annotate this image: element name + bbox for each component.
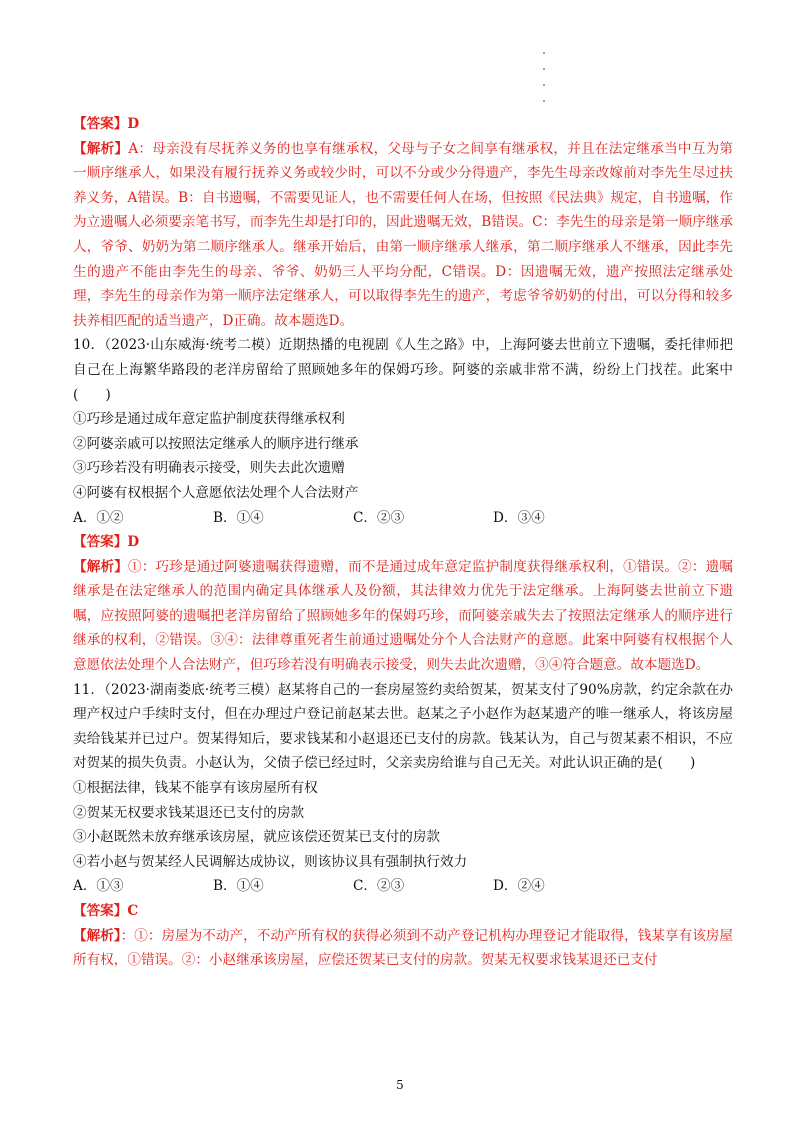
option-d: D．②④ xyxy=(493,878,545,895)
question-10-item-1: ①巧珍是通过成年意定监护制度获得继承权利 xyxy=(73,411,345,428)
answer-line xyxy=(73,899,733,924)
answer-value: D xyxy=(127,116,140,132)
answer-line xyxy=(73,112,733,137)
answer-line xyxy=(73,530,733,555)
analysis-label: 【解析】 xyxy=(73,558,129,575)
option-c: C．②③ xyxy=(353,878,405,895)
analysis-paragraph xyxy=(73,555,733,678)
decorative-dots xyxy=(540,52,550,116)
analysis-paragraph xyxy=(73,924,733,973)
answer-value: D xyxy=(127,534,140,551)
question-11-item-2: ②贺某无权要求钱某退还已支付的房款 xyxy=(73,804,305,821)
answer-label: 【答案】 xyxy=(73,534,128,551)
answer-label: 【答案】 xyxy=(73,116,128,132)
analysis-paragraph xyxy=(73,137,733,334)
page-content xyxy=(73,112,733,973)
option-a: A．①② xyxy=(73,509,124,526)
analysis-text: ①：巧珍是通过阿婆遗嘱获得遗赠，而不是通过成年意定监护制度获得继承权利，①错误。②：遗嘱继承是在法定继承人的范围内确定具体继承人及份额，其法律效力优先于法定继承。上海阿婆去世前立下遗嘱，应按照阿婆的遗嘱把老洋房留给了照顾她多年的保姆巧珍，而阿婆亲戚失去了按照法定继承人的顺序进行继承的权利，②错误。③④：法律尊重死者生前通过遗嘱处分个人合法财产的意愿。此案中阿婆有权根据个人意愿依法处理个人合法财产，但巧珍若没有明确表示接受，则失去此次遗赠，③④符合题意。故本题选D。 xyxy=(73,558,733,674)
question-11-item-3: ③小赵既然未放弃继承该房屋，就应该偿还贺某已支付的房款 xyxy=(73,829,441,846)
option-c: C．②③ xyxy=(353,509,405,526)
page-number: 5 xyxy=(396,1078,404,1092)
answer-label: 【答案】 xyxy=(73,903,128,919)
question-10-stem: 10．（2023·山东威海·统考二模）近期热播的电视剧《人生之路》中，上海阿婆去世前立下遗嘱，委托律师把自己在上海繁华路段的老洋房留给了照顾她多年的保姆巧珍。阿婆的亲戚非常不满，纷纷上门找茬。此案中( ) xyxy=(73,337,733,403)
option-b: B．①④ xyxy=(213,509,264,526)
question-11-item-1: ①根据法律，钱某不能享有该房屋所有权 xyxy=(73,780,318,797)
question-10-item-4: ④阿婆有权根据个人意愿依法处理个人合法财产 xyxy=(73,484,359,501)
analysis-text: ：①：房屋为不动产，不动产所有权的获得必须到不动产登记机构办理登记才能取得，钱某享有该房屋所有权，①错误。②：小赵继承该房屋，应偿还贺某已支付的房款。贺某无权要求钱某退还已支付 xyxy=(73,927,734,969)
analysis-text: A：母亲没有尽抚养义务的也享有继承权，父母与子女之间享有继承权，并且在法定继承当中互为第一顺序继承人，如果没有履行抚养义务或较少时，可以不分或少分得遗产，李先生母亲改嫁前对李先生尽过扶养义务，A错误。B：自书遗嘱，不需要见证人，也不需要任何人在场，但按照《民法典》规定，自书遗嘱，作为立遗嘱人必须要亲笔书写，而李先生却是打印的，因此遗嘱无效，B错误。C：李先生的母亲是第一顺序继承人，爷爷、奶奶为第二顺序继承人。继承开始后，由第一顺序继承人继承，第二顺序继承人不继承，因此李先生的遗产不能由李先生的母亲、爷爷、奶奶三人平均分配，C错误。D：因遗嘱无效，遗产按照法定继承处理，李先生的母亲作为第一顺序法定继承人，可以取得李先生的遗产，考虑爷爷奶奶的付出，可以分得和较多扶养相匹配的适当遗产，D正确。故本题选D。 xyxy=(73,140,733,329)
option-d: D．③④ xyxy=(493,509,545,526)
analysis-label: 【解析】 xyxy=(73,927,121,944)
option-a: A．①③ xyxy=(73,878,124,895)
question-10-options xyxy=(73,506,733,531)
question-11-item-4: ④若小赵与贺某经人民调解达成协议，则该协议具有强制执行效力 xyxy=(73,853,468,870)
question-11-stem: 11．（2023·湖南娄底·统考三模）赵某将自己的一套房屋签约卖给贺某，贺某支付了90%房款，约定余款在办理产权过户手续时支付，但在办理过户登记前赵某去世。赵某之子小赵作为赵某遗产的唯一继承人，将该房屋卖给钱某并已过户。贺某得知后，要求钱某和小赵退还已支付的房款。钱某认为，自己与贺某素不相识，不应对贺某的损失负责。小赵认为，父债子偿已经过时，父亲卖房给谁与自己无关。对此认识正确的是( ) xyxy=(73,681,733,772)
question-11-options xyxy=(73,874,733,899)
option-b: B．①④ xyxy=(213,878,264,895)
answer-value: C xyxy=(127,903,139,919)
analysis-label: 【解析】 xyxy=(73,140,129,157)
question-10-item-2: ②阿婆亲戚可以按照法定继承人的顺序进行继承 xyxy=(73,435,359,452)
question-10-item-3: ③巧珍若没有明确表示接受，则失去此次遗赠 xyxy=(73,460,345,477)
